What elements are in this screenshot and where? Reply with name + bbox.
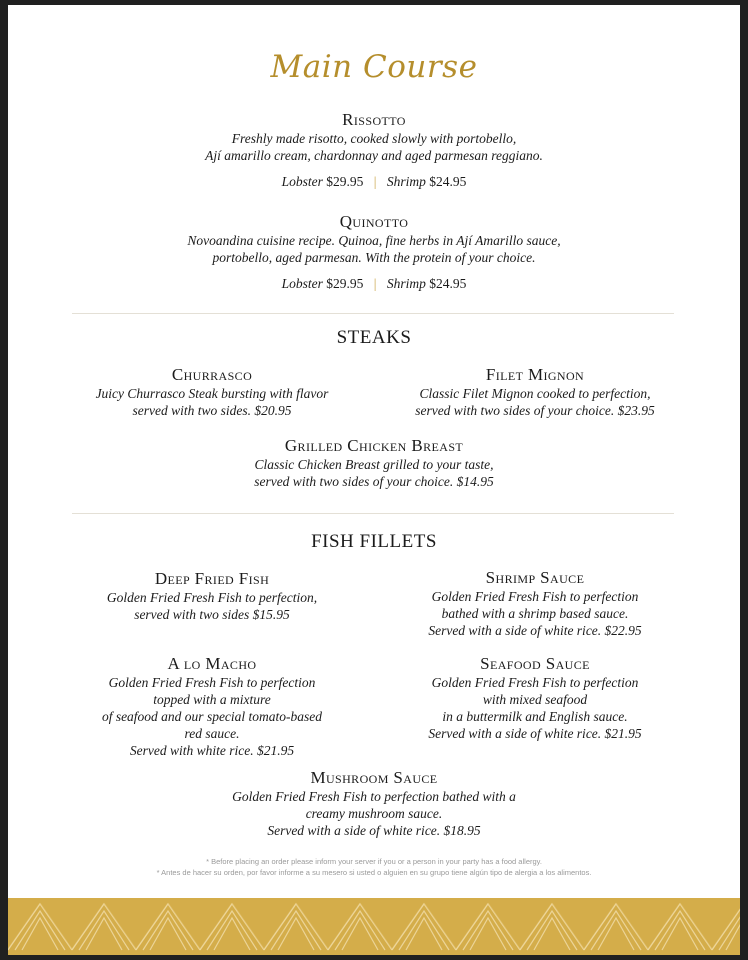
price-value: $24.95 bbox=[429, 276, 467, 291]
price-separator: | bbox=[373, 174, 377, 189]
item-description: Golden Fried Fresh Fish to perfection, served with two sides $15.95 bbox=[106, 590, 318, 622]
section-divider bbox=[72, 513, 674, 514]
price-value: $29.95 bbox=[326, 276, 364, 291]
price-value: $24.95 bbox=[429, 174, 467, 189]
item-name: A lo Macho bbox=[167, 654, 257, 673]
menu-item-mushroom-sauce bbox=[8, 768, 740, 839]
zigzag-pattern-icon bbox=[8, 898, 740, 955]
menu-item-a-lo-macho bbox=[62, 654, 362, 759]
item-name: Seafood Sauce bbox=[480, 654, 590, 673]
price-separator: | bbox=[373, 276, 377, 291]
menu-item-filet-mignon bbox=[380, 365, 690, 419]
item-prices bbox=[8, 275, 740, 292]
menu-item-grilled-chicken bbox=[8, 436, 740, 490]
item-name: Filet Mignon bbox=[485, 365, 585, 384]
menu-title: Main Course bbox=[270, 49, 478, 85]
menu-item-shrimp-sauce bbox=[380, 568, 690, 639]
menu-item-risotto bbox=[8, 110, 740, 190]
item-name: Churrasco bbox=[171, 365, 253, 384]
price-label: Shrimp bbox=[386, 174, 426, 189]
item-prices bbox=[8, 173, 740, 190]
menu-item-deep-fried-fish bbox=[62, 569, 362, 623]
decorative-pattern-band bbox=[8, 898, 740, 955]
item-description: Golden Fried Fresh Fish to perfection topped with a mixture of seafood and our special tomato-based red sauce. Served with white rice. $21.95 bbox=[101, 675, 323, 758]
pattern-triangle bbox=[712, 904, 740, 950]
item-name: Grilled Chicken Breast bbox=[284, 436, 464, 455]
price-value: $29.95 bbox=[326, 174, 364, 189]
item-description: Juicy Churrasco Steak bursting with flavor served with two sides. $20.95 bbox=[95, 386, 329, 418]
item-description: Golden Fried Fresh Fish to perfection bathed with a shrimp based sauce. Served with a side of white rice. $22.95 bbox=[428, 589, 642, 638]
item-description: Classic Chicken Breast grilled to your taste, served with two sides of your choice. $14.95 bbox=[254, 457, 494, 489]
menu-page bbox=[8, 5, 740, 955]
menu-item-churrasco bbox=[62, 365, 362, 419]
item-description: Golden Fried Fresh Fish to perfection with mixed seafood in a buttermilk and English sauce. Served with a side of white rice. $21.95 bbox=[428, 675, 642, 741]
item-name: Quinotto bbox=[339, 212, 409, 231]
item-name: Deep Fried Fish bbox=[154, 569, 270, 588]
pattern-triangle bbox=[726, 918, 740, 950]
price-label: Lobster bbox=[281, 276, 323, 291]
price-label: Shrimp bbox=[386, 276, 426, 291]
item-description: Golden Fried Fresh Fish to perfection bathed with a creamy mushroom sauce. Served with a side of white rice. $18.95 bbox=[232, 789, 516, 838]
item-description: Novoandina cuisine recipe. Quinoa, fine herbs in Ají Amarillo sauce, portobello, aged parmesan. With the protein of your choice. bbox=[187, 233, 561, 265]
item-description: Freshly made risotto, cooked slowly with portobello, Ají amarillo cream, chardonnay and aged parmesan reggiano. bbox=[205, 131, 543, 163]
allergy-note-spanish: * Antes de hacer su orden, por favor informe a su mesero si usted o alguien en su grupo tiene algún tipo de alergia a los alimentos. bbox=[156, 868, 592, 877]
section-title-fish-fillets: FISH FILLETS bbox=[311, 531, 437, 552]
item-description: Classic Filet Mignon cooked to perfection, served with two sides of your choice. $23.95 bbox=[415, 386, 655, 418]
allergy-note-english: * Before placing an order please inform your server if you or a person in your party has a food allergy. bbox=[206, 857, 542, 866]
item-name: Mushroom Sauce bbox=[310, 768, 438, 787]
section-title-steaks: STEAKS bbox=[336, 327, 412, 348]
menu-item-quinotto bbox=[8, 212, 740, 292]
item-name: Rissotto bbox=[342, 110, 406, 129]
item-name: Shrimp Sauce bbox=[485, 568, 585, 587]
section-divider bbox=[72, 313, 674, 314]
menu-item-seafood-sauce bbox=[380, 654, 690, 742]
price-label: Lobster bbox=[281, 174, 323, 189]
menu-content bbox=[8, 5, 740, 898]
